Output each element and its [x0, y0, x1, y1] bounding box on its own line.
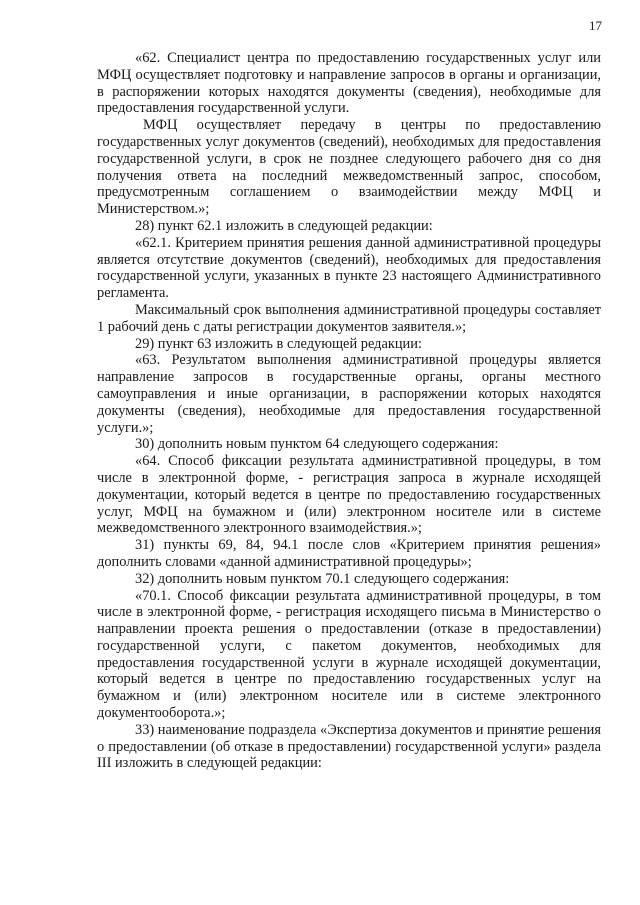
- paragraph-64: «64. Способ фиксации результата административной процедуры, в том числе в электронной форме, - регистрация запроса в журнале исходящей документации, который ведется в центре по предоставлению государственных услуг, МФЦ на бумажном и (или) электронном носителе или в системе межведомственного электронного взаимодействия.»;: [97, 453, 601, 537]
- paragraph-item-33: 33) наименование подраздела «Экспертиза документов и принятие решения о предоставлении (об отказе в предоставлении) государственной услуги» раздела III изложить в следующей редакции:: [97, 721, 601, 772]
- paragraph-mfc-transfer: МФЦ осуществляет передачу в центры по предоставлению государственных услуг документов (сведений), необходимых для предоставления государственной услуги, в срок не позднее следующего рабочего дня со дня получения ответа на последний межведомственный запрос, способом, предусмотренным соглашением о взаимодействии между МФЦ и Министерством.»;: [97, 117, 601, 218]
- paragraph-62-1: «62.1. Критерием принятия решения данной административной процедуры является отсутствие документов (сведений), необходимых для предоставления государственной услуги, указанных в пункте 23 настоящего Административного регламента.: [97, 234, 601, 302]
- paragraph-item-30: 30) дополнить новым пунктом 64 следующего содержания:: [135, 436, 499, 453]
- paragraph-62: «62. Специалист центра по предоставлению государственных услуг или МФЦ осуществляет подготовку и направление запросов в органы и организации, в распоряжении которых находятся документы (сведения), необходимые для предоставления государственной услуги.: [97, 50, 601, 117]
- paragraph-item-31: 31) пункты 69, 84, 94.1 после слов «Критерием принятия решения» дополнить словами «данной административной процедуры»;: [97, 537, 601, 570]
- paragraph-item-28: 28) пункт 62.1 изложить в следующей редакции:: [135, 217, 433, 234]
- paragraph-70-1: «70.1. Способ фиксации результата административной процедуры, в том числе в электронной форме, - регистрация исходящего письма в Министерство о направлении проекта решения о предоставлении (отказе в предоставлении) государственной услуги, с пакетом документов, необходимых для предоставления государственной услуги в журнале исходящей документации, который ведется в центре по предоставлению государственных услуг на бумажном и (или) электронном носителе или в системе электронного документооборота.»;: [97, 587, 601, 722]
- paragraph-max-term: Максимальный срок выполнения административной процедуры составляет 1 рабочий день с даты регистрации документов заявителя.»;: [97, 301, 601, 335]
- paragraph-63: «63. Результатом выполнения административной процедуры является направление запросов в государственные органы, органы местного самоуправления и иные организации, в распоряжении которых находятся документы (сведения), необходимые для предоставления государственной услуги.»;: [97, 352, 601, 436]
- paragraph-item-29: 29) пункт 63 изложить в следующей редакции:: [135, 335, 422, 352]
- paragraph-item-32: 32) дополнить новым пунктом 70.1 следующего содержания:: [135, 570, 510, 587]
- document-body: [97, 50, 601, 772]
- page-number: 17: [589, 18, 602, 33]
